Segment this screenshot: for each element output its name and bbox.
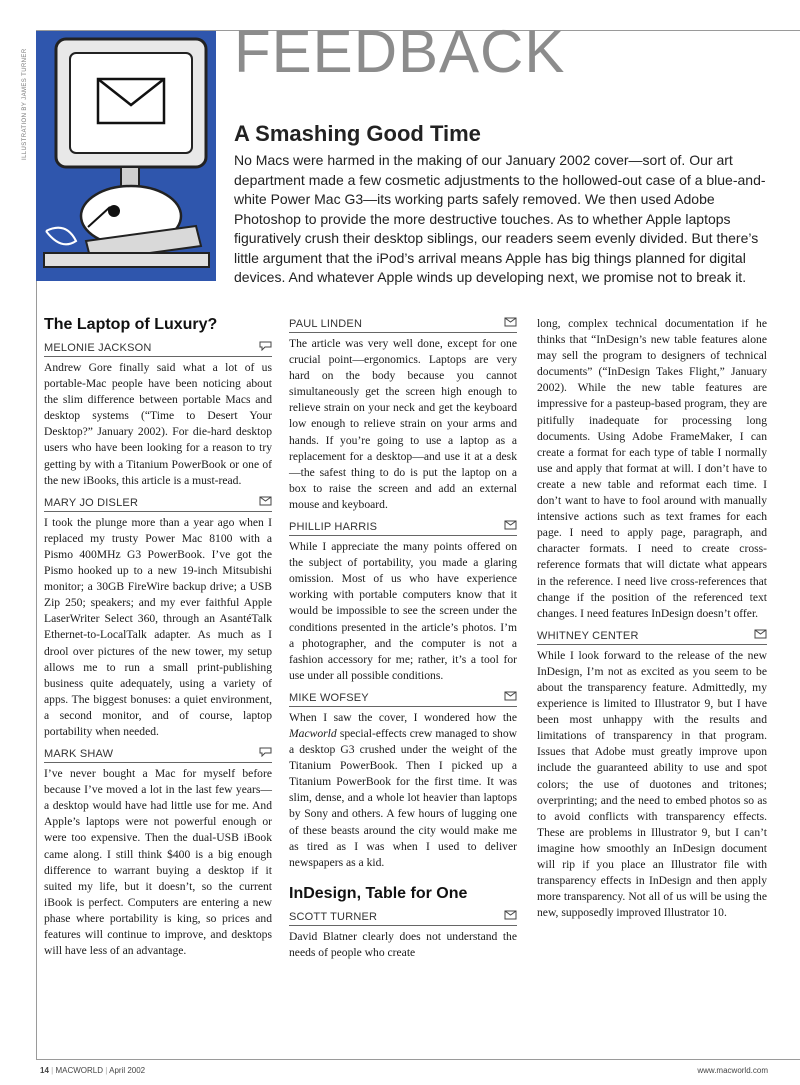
- letter-text-continued: long, complex technical documentation if he thinks that “InDesign’s new table features alone may sell the program to designers of technical documents” (“InDesign Takes Flight,” January 2002). While the new table features are impressive for a pasteup-based program, they are pitifully inadequate for processing long documents. Using Adobe FrameMaker, I can create a format for each type of table I normally use and apply that format at will. I don’t have to create a new table and reformat each time. I don’t want to have to fool around with manually intensive actions such as text frames for each page. I need to apply page, paragraph, and character formats. I need to create cross-reference formats that will dictate what appears in the reference. I need live cross-references that change if the position of the referenced text changes. I need features InDesign doesn’t offer.: [537, 317, 767, 620]
- section-heading-laptop: The Laptop of Luxury?: [44, 316, 218, 333]
- email-icon: [504, 520, 517, 530]
- letter-author: MELONIE JACKSON: [44, 342, 272, 357]
- illustration-credit: ILLUSTRATION BY JAMES TURNER: [22, 48, 28, 160]
- speech-bubble-icon: [259, 341, 272, 351]
- left-rule: [36, 281, 37, 1059]
- footer-left: 14 | MACWORLD | April 2002: [40, 1066, 146, 1075]
- letter-text: While I appreciate the many points offered on the subject of portability, you made a glaring omission. Most of us who have experience working with portable computers know that it would be impossible to see the screen under the conditions presented in the article’s photos. I’m a photographer, and the computer is not a fashion accessory for me; rather, it’s a tool for use under all possible conditions.: [289, 540, 517, 682]
- letter-author: MARK SHAW: [44, 748, 272, 763]
- headline: A Smashing Good Time: [234, 121, 481, 146]
- email-icon: [259, 496, 272, 506]
- magazine-name-footer: MACWORLD: [55, 1066, 104, 1075]
- computer-mail-illustration: [36, 31, 216, 281]
- letter-text: While I look forward to the release of the new InDesign, I’m not as excited as you seem to be about the transparency feature. Admittedly, my experience is limited to Illustrator 9, but I have been most unhappy with the results and limitations of transparency in that program. Issues that Adobe must greatly improve upon include the guaranteed ability to use and spot colors; the use of duotones and tritones; overprinting; and the need to embed photos so as to avoid conflicts with transparency effects. These are problems in Illustrator 9, but I can’t imagine how smoothly an InDesign document will rip if you place an Illustrator file with transparency effects in InDesign and then apply more transparency. Not all of us will be using the new, supposedly improved Illustrator 10.: [537, 648, 767, 920]
- letter-author: PAUL LINDEN: [289, 318, 517, 333]
- dek-paragraph: No Macs were harmed in the making of our January 2002 cover—sort of. Our art department made a few cosmetic adjustments to the hollowed-out case of a blue-and-white Power Mac G3—its working parts safely removed. We then used Adobe Photoshop to provide the more destructive touches. As to whether Apple laptops figuratively crush their desktop siblings, our readers seem evenly divided. But there’s little argument that the iPod’s arrival means Apple has big things planned for digital devices. And whatever Apple winds up developing next, we promise not to break it.: [234, 152, 766, 285]
- magazine-name: Macworld: [289, 726, 337, 740]
- letter-author: PHILLIP HARRIS: [289, 521, 517, 536]
- letter-text: The article was very well done, except for one crucial point—ergonomics. Laptops are very hard on the body because you cannot simultaneously get the screen high enough to relieve strain on your neck and get the keyboard low enough to relieve strain on your arms and hands. If you’re going to use a laptop as a replacement for a desktop—and use it at a desk—the safest thing to do is put the laptop on a box to raise the screen and add an external mouse and keyboard.: [289, 337, 517, 511]
- letter-text: Andrew Gore finally said what a lot of us portable-Mac people have been noticing about the slim difference between portable Macs and desktop systems (“Time to Desert Your Desktop?” January 2002). For die-hard desktop users who have been looking for a reason to try getting by with a Titanium PowerBook or one of the new iBooks, this article is a must-read.: [44, 361, 272, 487]
- column-1: [44, 316, 272, 967]
- email-icon: [504, 317, 517, 327]
- email-icon: [504, 910, 517, 920]
- page-number: 14: [40, 1066, 49, 1075]
- column-3: [537, 316, 767, 929]
- letter-text: David Blatner clearly does not understand the needs of people who create: [289, 929, 517, 959]
- letter-text: When I saw the cover, I wondered how the Macworld special-effects crew managed to show a desktop G3 crushed under the weight of the Titanium PowerBook. Then I picked up a Titanium PowerBook for the first time. It was slim, dense, and a whole lot heavier than laptops by Sony and others. A few hours of lugging one of these beasts around the city would make me as tired as I was when I used to deliver newspapers as a kid.: [289, 710, 517, 869]
- letter-author: MARY JO DISLER: [44, 497, 272, 512]
- letter-text: I’ve never bought a Mac for myself before because I’ve moved a lot in the last few years—a desktop would have had little use for me. And Apple’s laptops were not powerful enough or were too expensive. Then the dual-USB iBook came along. I still think $400 is a big enough difference to warrant buying a desktop if it suited my life, but it doesn’t, so the current iBook is perfect. Computers are entering a new phase where portability is king, so prices and features will continue to improve, and desktops will have less of an advantage.: [44, 767, 272, 958]
- letter-author: SCOTT TURNER: [289, 911, 517, 926]
- letter-text: I took the plunge more than a year ago when I replaced my trusty Power Mac 8100 with a Pismo 400MHz G3 PowerBook. I’ve got the Pismo hooked up to a new 19-inch Mitsubishi monitor; a 30GB FireWire backup drive; a USB Zip 250; speakers; and my ever faithful Apple LaserWriter Select 360, through an AsantéTalk Ethernet-to-LocalTalk adapter. As much as I drool over pictures of the new tower, my setup allows me to run a small print-publishing business quite adequately, using a variety of apps. The biggest bonuses: a quiet environment, a second monitor, and of course, laptop portability when needed.: [44, 515, 272, 738]
- speech-bubble-icon: [259, 747, 272, 757]
- letter-author: WHITNEY CENTER: [537, 630, 767, 645]
- footer-url: www.macworld.com: [697, 1066, 768, 1075]
- section-heading-indesign: InDesign, Table for One: [289, 884, 468, 902]
- issue-date: April 2002: [109, 1066, 146, 1075]
- column-2: [289, 316, 517, 969]
- footer-rule: [36, 1059, 800, 1060]
- section-title: FEEDBACK: [234, 18, 566, 85]
- hero-illustration: [36, 31, 216, 281]
- letter-author: MIKE WOFSEY: [289, 692, 517, 707]
- email-icon: [504, 691, 517, 701]
- email-icon: [754, 629, 767, 639]
